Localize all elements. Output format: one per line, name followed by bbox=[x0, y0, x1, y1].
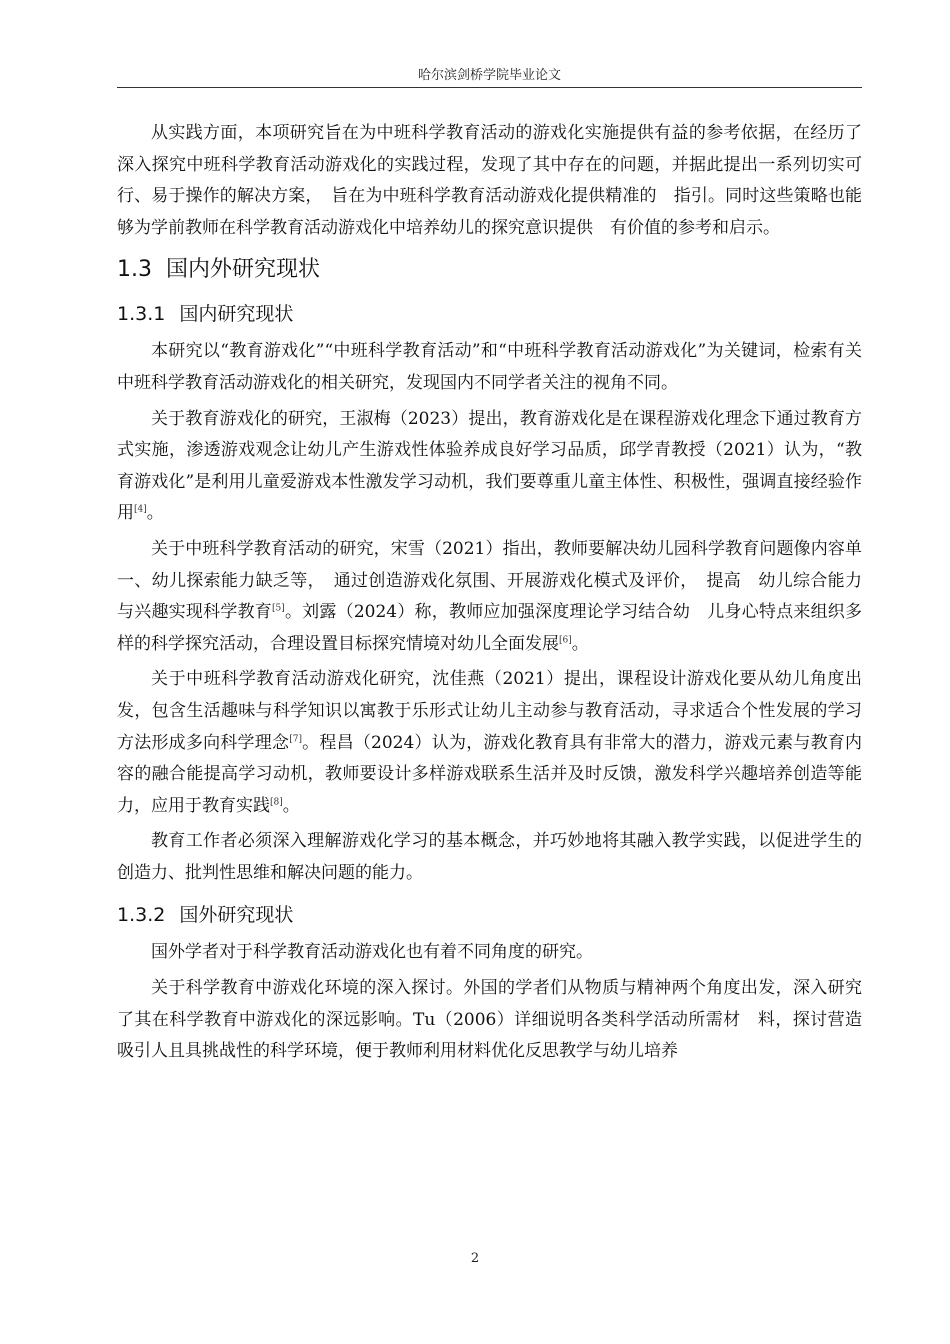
paragraph-text: 本研究以“教育游戏化”“中班科学教育活动”和“中班科学教育活动游戏化”为关键词，检索有关中班科学教育活动游戏化的相关研究，发现国内不同学者关注的视角不同。 bbox=[117, 341, 862, 393]
heading-number: 1.3.2 bbox=[117, 904, 166, 927]
paragraph-text: 关于教育游戏化的研究，王淑梅（2023）提出，教育游戏化是在课程游戏化理念下通过教育方式实施，渗透游戏观念让幼儿产生游戏性体验养成良好学习品质，邱学青教授（2021）认为，“教育游戏化”是利用儿童爱游戏本性激发学习动机，我们要尊重儿童主体性、积极性，强调直接经验作用 bbox=[117, 408, 862, 524]
header-rule bbox=[117, 87, 862, 88]
heading-number: 1.3.1 bbox=[117, 303, 166, 326]
heading-text: 国内研究现状 bbox=[179, 303, 294, 326]
subsection-heading bbox=[117, 893, 862, 937]
paragraph-text: 从实践方面，本项研究旨在为中班科学教育活动的游戏化实施提供有益的参考依据，在经历了深入探究中班科学教育活动游戏化的实践过程，发现了其中存在的问题，并据此提出一系列切实可行、易于操作的解决方案， 旨在为中班科学教育活动游戏化提供精准的 指引。同时这些策略也能够为学前教师在科学教育活动游戏化中培养幼儿的探究意识提供 有价值的参考和启示。 bbox=[117, 123, 862, 238]
paragraph bbox=[117, 937, 862, 969]
paragraph-text: 。 bbox=[282, 795, 300, 816]
heading-number: 1.3 bbox=[117, 257, 152, 283]
paragraph-text: 关于中班科学教育活动的研究，宋雪（2021）指出，教师要解决幼儿园科学教育问题像内容单一、幼儿探索能力缺乏等， 通过创造游戏化氛围、开展游戏化模式及评价， 提高 幼儿综合能力与兴趣实现科学教育 bbox=[117, 538, 862, 623]
paragraph-text: 。 bbox=[146, 503, 164, 524]
paragraph bbox=[117, 973, 862, 1068]
paragraph bbox=[117, 336, 862, 399]
subsection-heading bbox=[117, 292, 862, 336]
citation-mark: [6] bbox=[559, 635, 572, 646]
paragraph-text: 。 bbox=[571, 633, 589, 654]
paragraph-text: 。刘露（2024）称，教师应加强深度理论学习结合幼 儿身心特点来组织多样的科学探究活动，合理设置目标探究情境对幼儿全面发展 bbox=[117, 602, 863, 654]
document-body bbox=[117, 118, 862, 1072]
paragraph bbox=[117, 534, 862, 660]
paragraph bbox=[117, 404, 862, 530]
page-number: 2 bbox=[470, 1251, 480, 1266]
paragraph-text: 。程昌（2024）认为，游戏化教育具有非常大的潜力，游戏元素与教育内容的融合能提高学习动机，教师要设计多样游戏联系生活并及时反馈，激发科学兴趣培养创造等能力，应用于教育实践 bbox=[117, 732, 863, 816]
section-heading bbox=[117, 248, 862, 292]
paragraph bbox=[117, 664, 862, 822]
heading-text: 国外研究现状 bbox=[179, 904, 294, 927]
citation-mark: [5] bbox=[271, 603, 285, 614]
paragraph-text: 关于科学教育中游戏化环境的深入探讨。外国的学者们从物质与精神两个角度出发，深入研究了其在科学教育中游戏化的深远影响。Tu（2006）详细说明各类科学活动所需材 料，探讨营造吸引人且具挑战性的科学环境，便于教师利用材料优化反思教学与幼儿培养 bbox=[117, 978, 862, 1062]
paragraph-text: 教育工作者必须深入理解游戏化学习的基本概念，并巧妙地将其融入教学实践，以促进学生的创造力、批判性思维和解决问题的能力。 bbox=[117, 831, 862, 883]
paragraph bbox=[117, 826, 862, 889]
citation-mark: [7] bbox=[289, 733, 302, 744]
citation-mark: [4] bbox=[134, 504, 147, 515]
heading-text: 国内外研究现状 bbox=[166, 257, 321, 283]
paragraph-text: 国外学者对于科学教育活动游戏化也有着不同角度的研究。 bbox=[151, 942, 593, 963]
paragraph-text: 关于中班科学教育活动游戏化研究，沈佳燕（2021）提出，课程设计游戏化要从幼儿角度出发，包含生活趣味与科学知识以寓教于乐形式让幼儿主动参与教育活动，寻求适合个性发展的学习方法形成多向科学理念 bbox=[117, 669, 862, 753]
citation-mark: [8] bbox=[270, 797, 283, 808]
paragraph bbox=[117, 118, 862, 244]
paragraph-gap bbox=[117, 1068, 862, 1072]
running-header: 哈尔滨剑桥学院毕业论文 bbox=[417, 68, 561, 83]
